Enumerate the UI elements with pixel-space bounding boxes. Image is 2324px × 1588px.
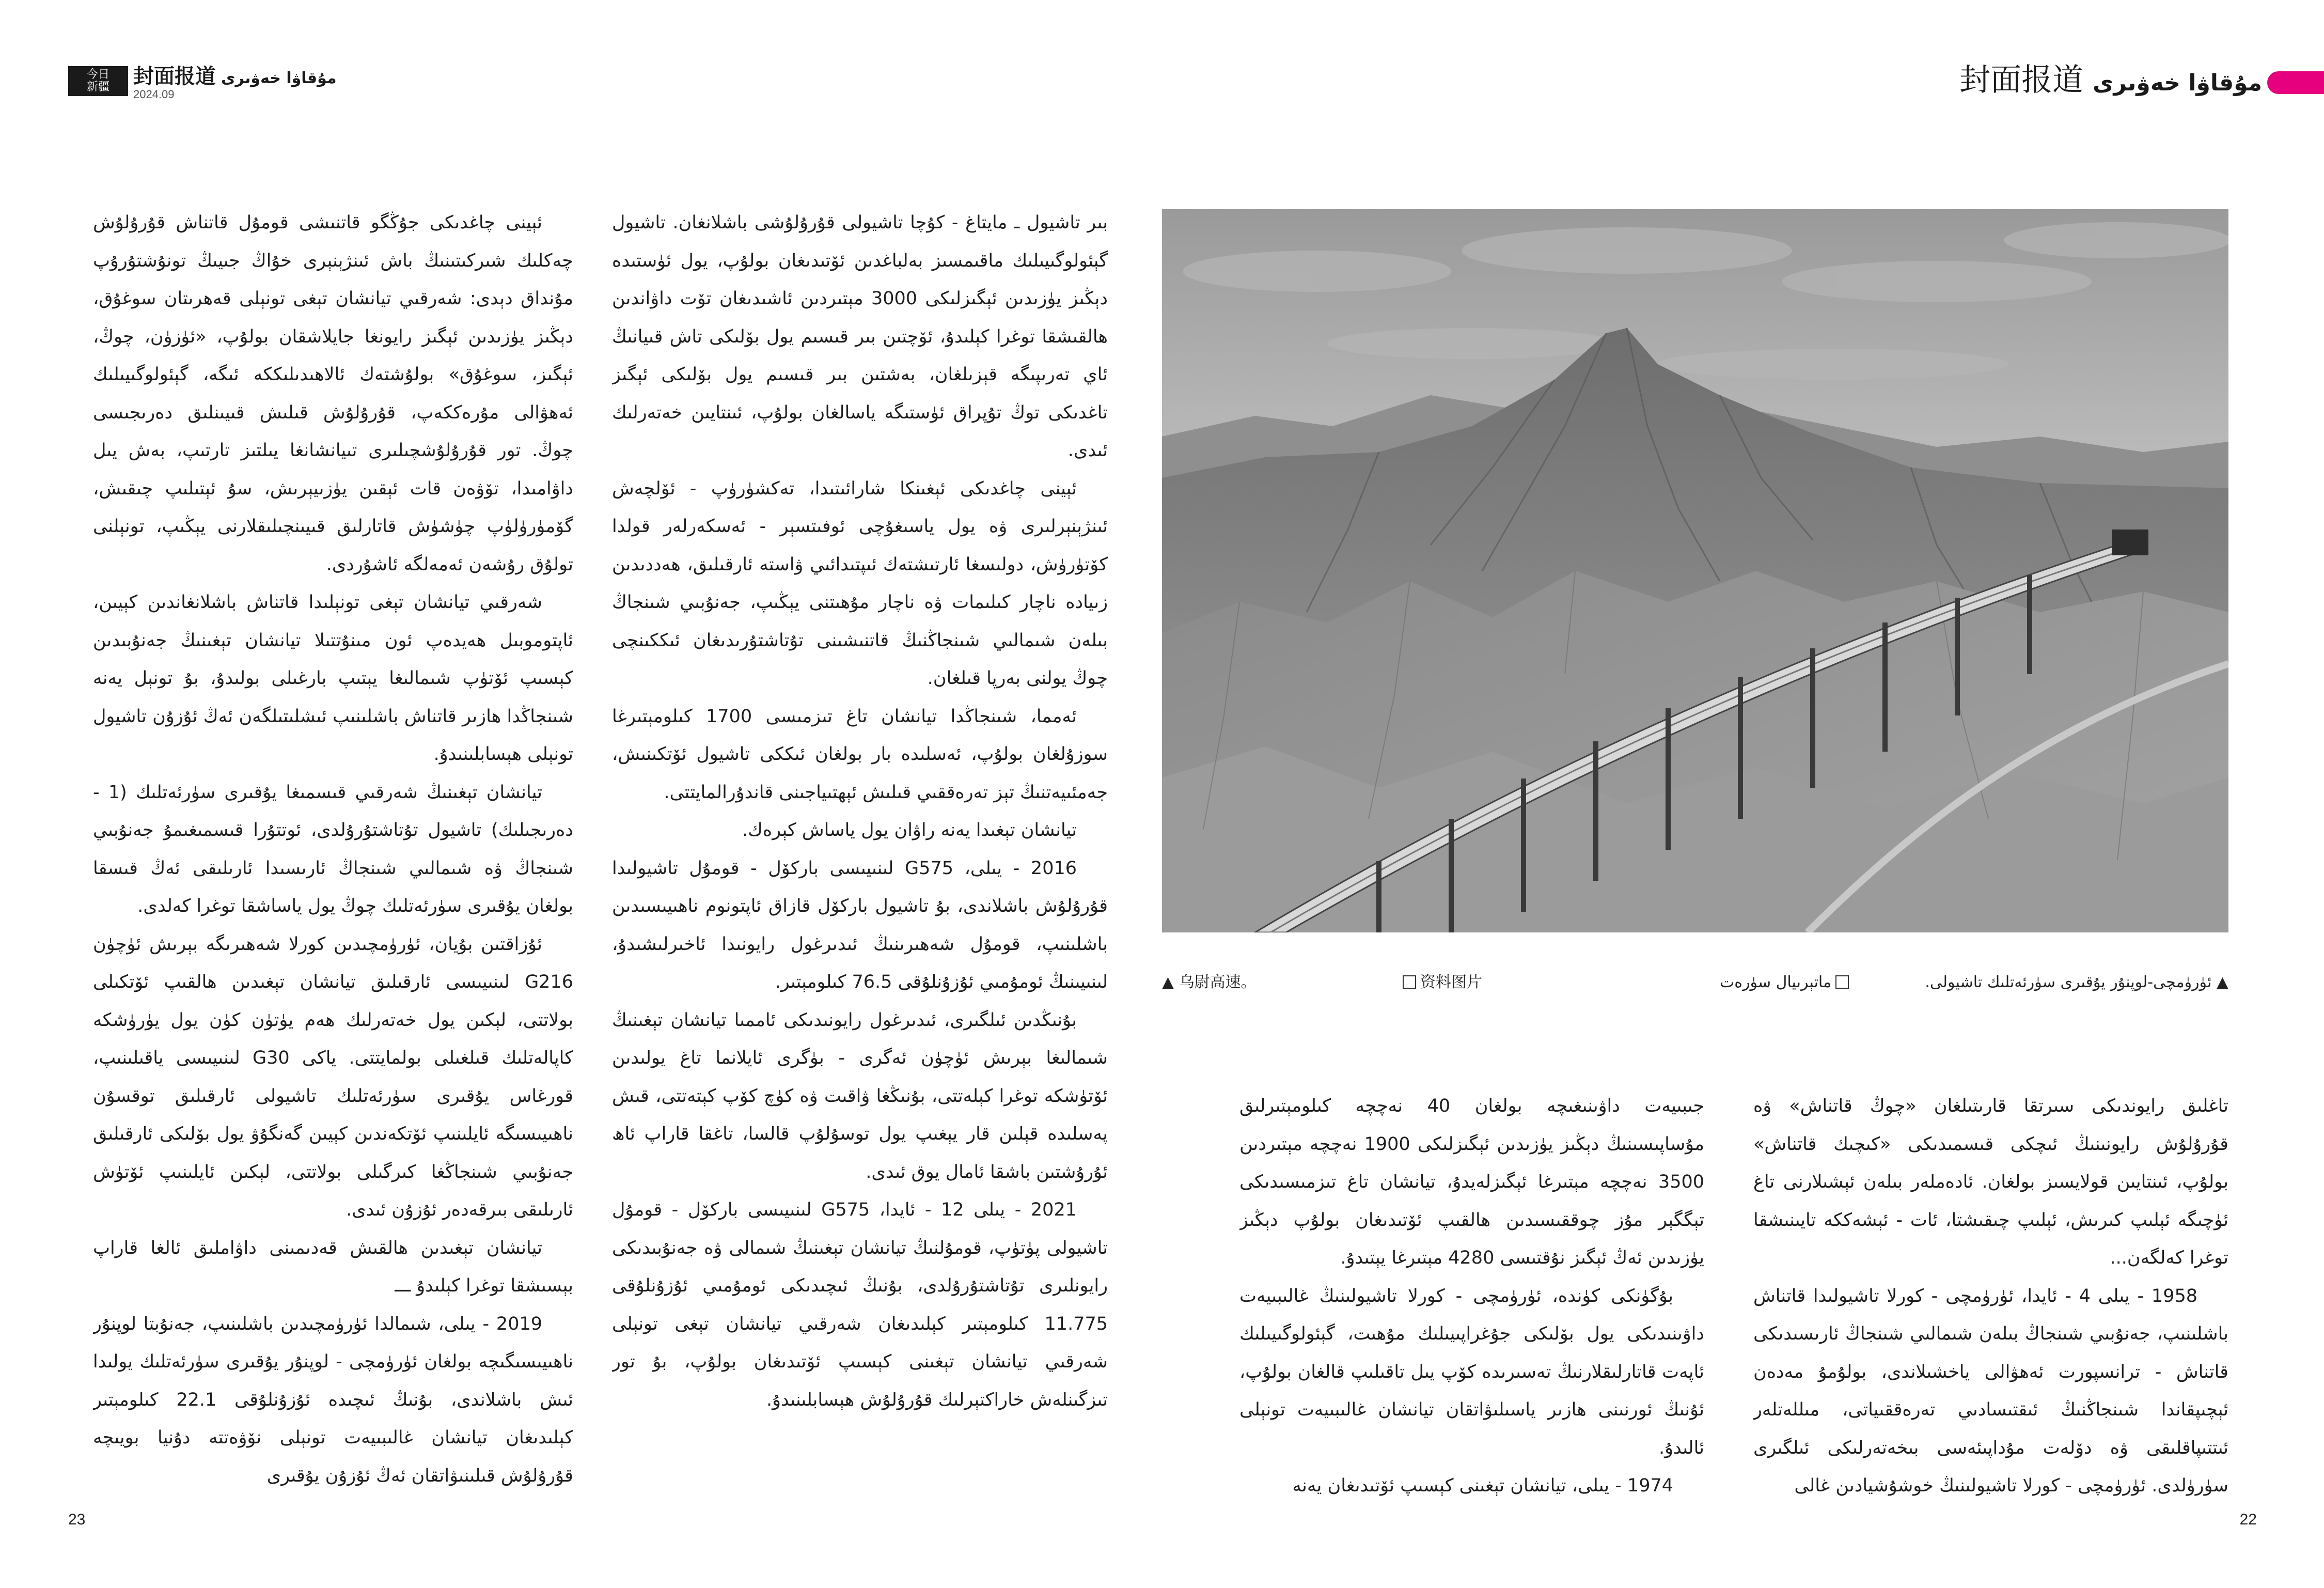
paragraph: تيانشان تېغىدا يەنە راۋان يول ياساش كېرەك. xyxy=(742,820,1077,840)
section-title-cn: 封面报道 xyxy=(133,64,216,88)
photo-source-ug: ماتېرىيال سۈرەت xyxy=(1720,972,1853,993)
square-bullet-icon xyxy=(1835,975,1849,989)
paragraph: جىبىيەت داۋىنىغىچە بولغان 40 نەچچە كىلومېتىرلىق مۇساپىسىنىڭ دېڭىز يۈزىدىن ئېگىزلىكى 1900 نەچچە مېتىردىن 3500 نەچچە مېتىرغا ئېگىزلەيدۇ، تيانشان تاغ تىزمىسىدىكى تېگگېر مۇز چوققىسىدىن ھالقىپ ئۆتىدىغان بولۇپ دېڭىز يۈزىدىن ئەڭ ئېگىز نۇقتىسى 4280 مېتىرغا يېتىدۇ. xyxy=(1239,1096,1704,1268)
paragraph: 1958 - يىلى 4 - ئايدا، ئۈرۈمچى - كورلا تاشيولىدا قاتناش باشلىنىپ، جەنۇبىي شىنجاڭ بىلەن شىمالىي شىنجاڭ ئارىسىدىكى قاتناش - ترانسپورت ئەھۋالى ياخشىلاندى، بولۇمۇ مەدەن ئېچىپقاندا شىنجاڭنىڭ ئىقتىسادىي تەرەققىياتى، مىللەتلەر ئىتتىپاقلىقى ۋە دۆلەت مۇداپىئەسى بىخەتەرلىكى ئىلگىرى سۈرۈلدى. ئۈرۈمچى - كورلا تاشيولىنىڭ خوشۇشيادىن غالى xyxy=(1753,1285,2228,1496)
paragraph: بىر تاشيول ـ مايتاغ - كۇچا تاشيولى قۇرۇلۇشى باشلانغان. تاشيول گېئولوگىيىلىك ماقىمسىز بەلباغدىن ئۆتىدىغان بولۇپ، يول ئۈستىدە دېڭىز يۈزىدىن ئېگىزلىكى 3000 مېتىردىن ئاشىدىغان تۆت داۋاندىن ھالقىشقا توغرا كېلىدۇ، ئۆچتىن بىر قىسىم يول بۆلىكى تاش قىيانىڭ ئاي تەرىپىگە قېزىلغان، بەشتىن بىر قىسىم يول بۆلىكى ئېگىز تاغدىكى توڭ تۇپراق ئۈستىگە ياسالغان بولۇپ، ئىنتايىن خەتەرلىك ئىدى. xyxy=(612,212,1108,461)
magazine-logo: 今日 新疆 xyxy=(68,66,128,96)
page-number-right: 22 xyxy=(2239,1511,2257,1528)
page-number-left: 23 xyxy=(68,1511,86,1528)
photo-caption-ug: ▲ ئۈرۈمچى-لوپنۇر يۇقىرى سۈرئەتلىك تاشيولى. xyxy=(1925,973,2228,991)
paragraph: ئەمما، شىنجاڭدا تيانشان تاغ تىزمىسى 1700 كىلومېتىرغا سوزۇلغان بولۇپ، ئەسلىدە بار بولغان ئىككى تاشيول ئۆتكىنىش، جەمئىيەتنىڭ تېز تەرەققىي قىلىش ئېھتىياجىنى قاندۇرالمايتتى. xyxy=(612,706,1108,803)
section-tab-marker xyxy=(2267,71,2324,94)
left-page-column-right xyxy=(612,204,1108,1501)
paragraph: ئۇزاقتىن بۇيان، ئۈرۈمچىدىن كورلا شەھىرىگە بېرىش ئۈچۈن G216 لىنىيىسى ئارقىلىق تيانشان تېغىدىن ھالقىپ ئۆتكىلى بولاتتى، لېكىن يول خەتەرلىك ھەم يۈتۈن كۈن يول يۈرۈشكە كاپالەتلىك قىلغىلى بولمايتتى. ياكى G30 لىنىيىسى ياقىلىنىپ، قورغاس يۇقىرى سۈرئەتلىك تاشيولى ئارقىلىق توقسۇن ناھىيىسىگە ئايلىنىپ ئۆتكەندىن كېيىن گەنگۇۋ يول بۆلىكى ئارقىلىق جەنۇبىي شىنجاڭغا كىرگىلى بولاتتى، لېكىن ئايلىنىپ ئۆتۈش ئارىلىقى بىرقەدەر ئۇزۇن ئىدى. xyxy=(93,933,573,1220)
square-bullet-icon xyxy=(1403,975,1416,989)
paragraph: 2019 - يىلى، شىمالدا ئۈرۈمچىدىن باشلىنىپ، جەنۇبتا لوپنۇر ناھىيىسىگىچە بولغان ئۈرۈمچى - لوپنۇر يۇقىرى سۈرئەتلىك يولىدا ئىش باشلاندى، بۇنىڭ ئىچىدە ئۇزۇنلۇقى 22.1 كىلومېتىر كېلىدىغان تيانشان غالىبىيەت تونېلى نۆۋەتتە دۇنيا بويىچە قۇرۇلۇش قىلىنىۋاتقان ئەڭ ئۇزۇن يۇقىرى xyxy=(93,1313,573,1486)
paragraph: بۇنىڭدىن ئىلگىرى، ئىدىرغول رايونىدىكى ئاممىا تيانشان تېغىنىڭ شىمالىغا بېرىش ئۈچۈن ئەگرى - بۈگرى ئايلانما تاغ يولىدىن ئۆتۈشكە توغرا كېلەتتى، بۇنىڭغا ۋاقىت ۋە كۈچ كۆپ كېتەتتى، قىش پەسلىدە قېلىن قار يېغىپ يول توسۇلۇپ قالسا، تاغقا قاراپ ئاھ ئۇرۇشتىن باشقا ئامال يوق ئىدى. xyxy=(612,1009,1108,1182)
section-title-cn: 封面报道 xyxy=(1959,62,2084,98)
paragraph: تاغلىق رايوندىكى سىرتقا قارىتىلغان «چوڭ قاتناش» ۋە قۇرۇلۇش رايونىنىڭ ئىچكى قىسمىدىكى «كىچىك قاتناش» بولۇپ، ئىنتايىن قولايسىز بولغان. ئادەملەر بىلەن ئېشىلارنى تاغ ئۈچىگە ئېلىپ كىرىش، ئېلىپ چىقىشتا، ئات - ئېشەككە تايىنىشقا توغرا كەلگەن... xyxy=(1753,1096,2228,1268)
left-page-section-title xyxy=(133,65,337,90)
right-page-section-title xyxy=(1959,62,2262,101)
paragraph: ئېينى چاغدىكى جۇڭگو قاتنىشى قومۇل قاتناش قۇرۇلۇش چەكلىك شىركىتىنىڭ باش ئىنژېنېرى خۇاڭ جىيىڭ تونۇشتۇرۇپ مۇنداق دېدى: شەرقىي تيانشان تېغى تونېلى قەھرىتان سوغۇق، دېڭىز يۈزىدىن ئېگىز رايونغا جايلاشقان بولۇپ، «ئۈزۈن، چوڭ، ئېگىز، سوغۇق» بولۇشتەك ئالاھىدىلىككە ئىگە، گېئولوگىيىلىك ئەھۋالى مۇرەككەپ، قۇرۇلۇش قىلىش قىيىنلىق دەرىجىسى چوڭ. تور قۇرۇلۇشچىلىرى تىيانشانغا يىلتىز تارتىپ، بەش يىل داۋامىدا، تۆۋەن قات ئېقىن يۈزىيېرىش، سۇ ئېتىلىپ چىقىش، گۆمۈرۈلۈپ چۈشۈش قاتارلىق قىيىنچىلىقلارنى يېڭىپ، تونېلنى تولۇق رۇشەن ئەمەلگە ئاشۇردى. xyxy=(93,212,573,575)
right-page-column-left xyxy=(1239,1087,1704,1501)
photo-source-cn: 资料图片 xyxy=(1399,972,1482,993)
left-page-column-left xyxy=(93,204,573,1501)
paragraph: تيانشان تېغىدىن ھالقىش قەدىمىنى داۋاملىق ئالغا قاراپ بېسىشقا توغرا كېلىدۇ ـــ xyxy=(93,1237,573,1296)
paragraph: 2016 - يىلى، G575 لىنىيىسى باركۆل - قومۇل تاشيولىدا قۇرۇلۇش باشلاندى، بۇ تاشيول باركۆل قازاق ئاپتونوم ناھىيىسىدىن باشلىنىپ، قومۇل شەھىرىنىڭ ئىدىرغول رايونىدا ئاخىرلىشىدۇ، لىنىيىنىڭ ئومۇمىي ئۇزۇنلۇقى 76.5 كىلومېتىر. xyxy=(612,858,1108,992)
right-page-column-right xyxy=(1753,1087,2228,1501)
paragraph: 1974 - يىلى، تيانشان تېغىنى كېسىپ ئۆتىدىغان يەنە xyxy=(1292,1475,1673,1496)
paragraph: بۇگۈنكى كۈندە، ئۈرۈمچى - كورلا تاشيولىنىڭ غالىبىيەت داۋىنىدىكى يول بۆلىكى جۇغراپىيىلىك مۇھىت، گېئولوگىيىلىك ئاپەت قاتارلىقلارنىڭ تەسىرىدە كۆپ يىل تاقىلىپ قالغان بولۇپ، ئۇنىڭ ئورنىنى ھازىر ياسىلىۋاتقان تيانشان غالىبىيەت تونېلى ئالىدۇ. xyxy=(1239,1285,1704,1458)
paragraph: تيانشان تېغىنىڭ شەرقىي قىسمىغا يۇقىرى سۈرئەتلىك (1 - دەرىجىلىك) تاشيول تۇتاشتۇرۇلدى، ئوتتۇرا قىسمىغىمۇ جەنۇبىي شىنجاڭ ۋە شىمالىي شىنجاڭ ئارىسىدا ئارىلىقى ئەڭ قىسقا بولغان يۇقىرى سۈرئەتلىك چوڭ يول ياساشقا توغرا كەلدى. xyxy=(93,782,573,916)
section-title-ug: مۇقاۋا خەۋىرى xyxy=(221,69,337,87)
issue-date: 2024.09 xyxy=(133,88,175,101)
photo-caption-cn: ▲ 乌尉高速。 xyxy=(1162,973,1257,991)
section-title-ug: مۇقاۋا خەۋىرى xyxy=(2093,70,2262,96)
highway-photo xyxy=(1162,209,2228,932)
paragraph: ئېينى چاغدىكى ئېغىنكا شارائىتىدا، تەكشۈرۈپ - ئۆلچەش ئىنژېنېرلىرى ۋە يول ياسىغۇچى ئوفىتسېر - ئەسكەرلەر قولدا كۆتۈرۈش، دولىسغا ئارتىشتەك ئىپتىدائىي ۋاستە ئارقىلىق، ھەددىدىن زىيادە ناچار كىلىمات ۋە ناچار مۇھىتنى يېڭىپ، جەنۇبىي شىنجاڭ بىلەن شىمالىي شىنجاڭنىڭ قاتنىشىنى تۇتاشتۇرىدىغان ئىككىنچى چوڭ يولنى بەرپا قىلغان. xyxy=(612,478,1108,689)
paragraph: شەرقىي تيانشان تېغى تونېلىدا قاتناش باشلانغاندىن كېيىن، ئاپتوموبىل ھەيدەپ ئون مىنۇتتىلا تيانشان تېغىنىڭ جەنۇبىدىن كېسىپ ئۆتۈپ شىمالىغا يېتىپ بارغىلى بولىدۇ، بۇ تونېل يەنە شىنجاڭدا ھازىر قاتناش باشلىنىپ ئىشلىتىلگەن ئەڭ ئۇزۇن تاشيول تونېلى ھېسابلىنىدۇ. xyxy=(93,592,573,765)
paragraph: 2021 - يىلى 12 - ئايدا، G575 لىنىيىسى باركۆل - قومۇل تاشيولى پۈتۈپ، قومۇلنىڭ تيانشان تېغىنىڭ شىمالى ۋە جەنۇبىدىكى رايونلىرى تۇتاشتۇرۇلدى، بۇنىڭ ئىچىدىكى ئومۇمىي ئۇزۇنلۇقى 11.775 كىلومېتىر كېلىدىغان شەرقىي تيانشان تېغى تونېلى شەرقىي تيانشان تېغىنى كېسىپ ئۆتىدىغان بولۇپ، بۇ تور تىزگىنلەش خاراكتېرلىك قۇرۇلۇش ھېسابلىنىدۇ. xyxy=(612,1200,1108,1410)
